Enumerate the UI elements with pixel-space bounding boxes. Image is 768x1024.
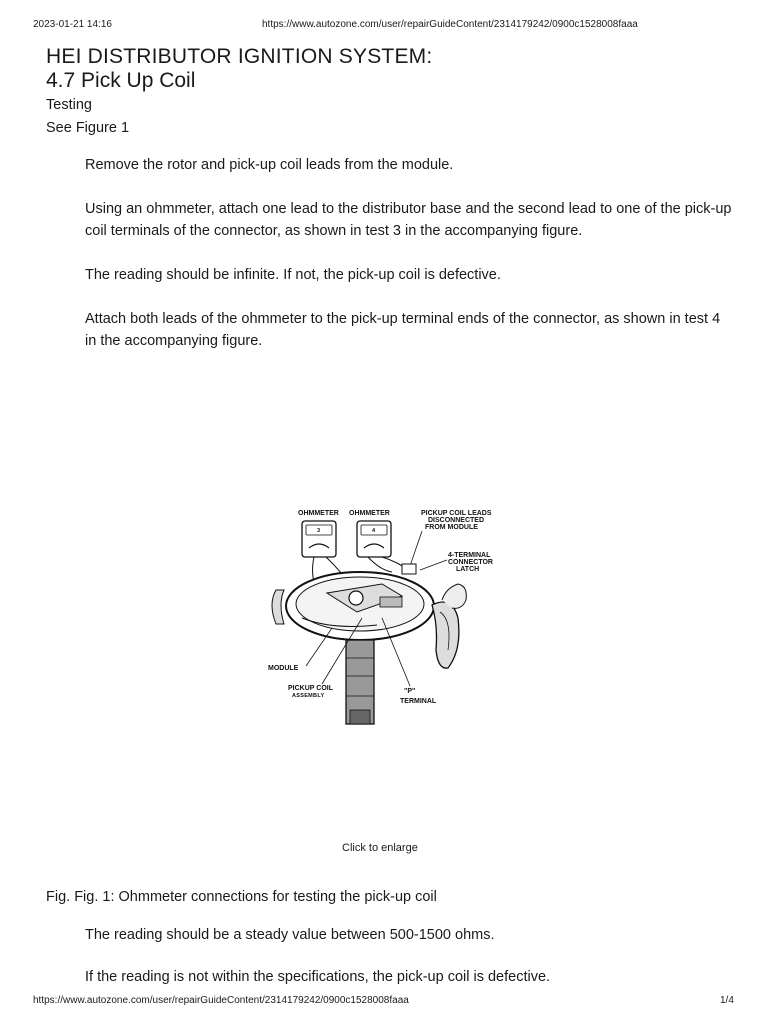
meter-1-number: 3: [317, 528, 321, 534]
see-figure-link[interactable]: See Figure 1: [46, 120, 130, 136]
paragraph-steady-value: The reading should be a steady value between 500-1500 ohms.: [85, 927, 495, 943]
meter-2-number: 4: [372, 528, 376, 534]
connector-label-2: CONNECTOR: [448, 559, 493, 566]
footer-url: https://www.autozone.com/user/repairGuideContent/2314179242/0900c1528008faaa: [33, 995, 409, 1006]
p-terminal-label-1: "P": [404, 688, 416, 695]
figure-ohmmeter-diagram[interactable]: [262, 500, 506, 726]
distributor-illustration: [262, 500, 506, 726]
click-to-enlarge-link[interactable]: Click to enlarge: [342, 842, 418, 854]
pickup-coil-label-1: PICKUP COIL: [288, 685, 333, 692]
page-title: HEI DISTRIBUTOR IGNITION SYSTEM:: [46, 45, 433, 68]
paragraph-using-ohmmeter: Using an ohmmeter, attach one lead to the distributor base and the second lead to one of the pick-up coil terminals of the connector, as shown in test 3 in the accompanying figure.: [85, 201, 732, 239]
header-url: https://www.autozone.com/user/repairGuideContent/2314179242/0900c1528008faaa: [262, 19, 638, 30]
connector-label-1: 4-TERMINAL: [448, 552, 491, 559]
connector-label-3: LATCH: [456, 566, 480, 573]
paragraph-not-within-spec: If the reading is not within the specifications, the pick-up coil is defective.: [85, 969, 551, 985]
footer-page-number: 1/4: [720, 995, 734, 1006]
leads-label-2: DISCONNECTED: [428, 517, 485, 524]
ohmmeter-label-2: OHMMETER: [349, 510, 390, 517]
ohmmeter-label-1: OHMMETER: [298, 510, 339, 517]
leads-label-1: PICKUP COIL LEADS: [421, 510, 492, 517]
page-subtitle: 4.7 Pick Up Coil: [46, 69, 196, 92]
paragraph-attach-both: Attach both leads of the ohmmeter to the pick-up terminal ends of the connector, as shown in test 4 in the accompanying figure.: [85, 311, 721, 349]
figure-caption: Fig. Fig. 1: Ohmmeter connections for testing the pick-up coil: [46, 889, 437, 905]
module-label: MODULE: [268, 665, 299, 672]
testing-link[interactable]: Testing: [46, 97, 92, 113]
paragraph-remove-rotor: Remove the rotor and pick-up coil leads from the module.: [85, 157, 454, 173]
header-datetime: 2023-01-21 14:16: [33, 19, 112, 30]
p-terminal-label-2: TERMINAL: [400, 698, 437, 705]
paragraph-reading-infinite: The reading should be infinite. If not, the pick-up coil is defective.: [85, 267, 501, 283]
pickup-coil-label-2: ASSEMBLY: [292, 693, 325, 699]
leads-label-3: FROM MODULE: [425, 524, 478, 531]
